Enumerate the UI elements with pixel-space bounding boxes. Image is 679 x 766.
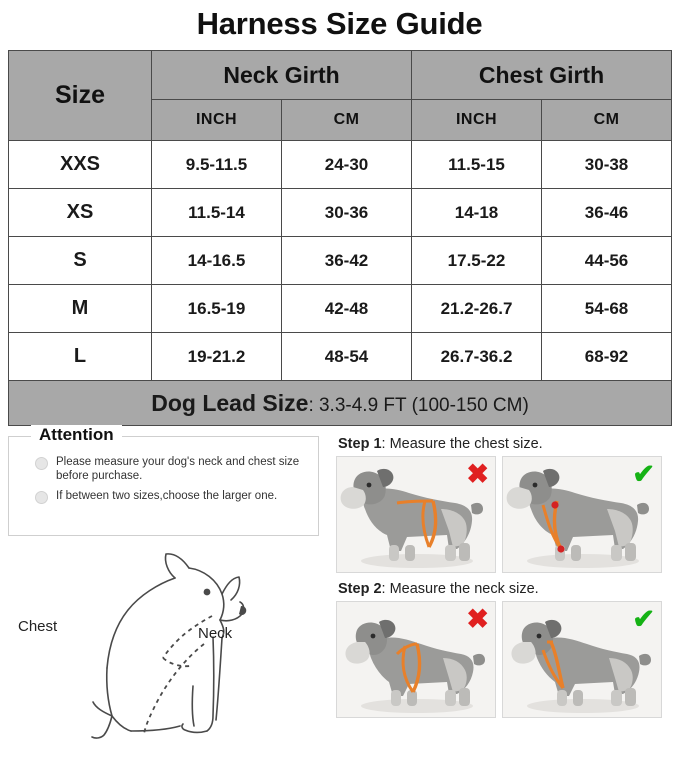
wrong-mark-icon: ✖ [466, 604, 489, 634]
row-neck-cm: 30-36 [282, 189, 412, 237]
row-chest-cm: 36-46 [542, 189, 672, 237]
row-neck-cm: 36-42 [282, 237, 412, 285]
row-chest-inch: 26.7-36.2 [412, 333, 542, 381]
attention-item-text: If between two sizes,choose the larger one. [56, 490, 278, 502]
step-2-photos [336, 601, 671, 718]
header-neck-girth: Neck Girth [152, 51, 412, 100]
step-2-label: Step 2 [338, 581, 382, 597]
attention-item-text: Please measure your dog's neck and chest size before purchase. [56, 456, 300, 482]
row-size: M [9, 285, 152, 333]
step-1-right-photo [502, 456, 662, 573]
diagram-label-chest: Chest [18, 618, 58, 635]
row-neck-inch: 16.5-19 [152, 285, 282, 333]
step-2-block [336, 581, 671, 718]
step-2-right-photo [502, 601, 662, 718]
attention-and-diagram [8, 425, 328, 756]
step-2-text: : Measure the neck size. [381, 581, 539, 597]
row-chest-cm: 54-68 [542, 285, 672, 333]
table-row [9, 333, 672, 381]
bullet-dot-icon [35, 491, 48, 504]
header-chest-inch: INCH [412, 100, 542, 141]
row-chest-inch: 21.2-26.7 [412, 285, 542, 333]
page-title: Harness Size Guide [196, 6, 483, 41]
header-neck-cm: CM [282, 100, 412, 141]
row-chest-inch: 11.5-15 [412, 141, 542, 189]
table-row [9, 285, 672, 333]
step-1-label: Step 1 [338, 436, 382, 452]
row-chest-cm: 30-38 [542, 141, 672, 189]
steps-section [336, 436, 671, 756]
header-chest-girth: Chest Girth [412, 51, 672, 100]
step-1-caption [338, 436, 671, 452]
row-chest-cm: 44-56 [542, 237, 672, 285]
table-row [9, 189, 672, 237]
header-size: Size [9, 51, 152, 141]
row-neck-inch: 14-16.5 [152, 237, 282, 285]
table-header-row-groups [9, 51, 672, 100]
attention-box [8, 425, 319, 536]
header-neck-inch: INCH [152, 100, 282, 141]
row-chest-inch: 17.5-22 [412, 237, 542, 285]
row-chest-cm: 68-92 [542, 333, 672, 381]
lead-size-value: : 3.3-4.9 FT (100-150 CM) [308, 394, 529, 416]
attention-title: Attention [31, 425, 122, 445]
diagram-label-neck: Neck [198, 625, 233, 642]
lead-size-cell [9, 381, 672, 426]
lower-section [8, 425, 671, 756]
size-table [8, 50, 672, 426]
bullet-dot-icon [35, 457, 48, 470]
step-2-caption [338, 581, 671, 597]
header-chest-cm: CM [542, 100, 672, 141]
step-1-block [336, 436, 671, 573]
table-row [9, 141, 672, 189]
step-1-wrong-photo [336, 456, 496, 573]
row-size: L [9, 333, 152, 381]
row-size: XXS [9, 141, 152, 189]
step-1-photos [336, 456, 671, 573]
row-size: S [9, 237, 152, 285]
lead-size-row [9, 381, 672, 426]
dog-outline-drawing [8, 540, 319, 750]
step-1-text: : Measure the chest size. [381, 436, 543, 452]
wrong-mark-icon: ✖ [466, 459, 489, 489]
list-item [35, 455, 308, 483]
dog-measure-diagram [8, 540, 319, 750]
row-neck-cm: 24-30 [282, 141, 412, 189]
lead-size-label: Dog Lead Size [151, 389, 309, 416]
row-neck-inch: 19-21.2 [152, 333, 282, 381]
row-chest-inch: 14-18 [412, 189, 542, 237]
list-item [35, 489, 308, 504]
row-neck-inch: 9.5-11.5 [152, 141, 282, 189]
right-mark-icon: ✔ [632, 604, 655, 634]
row-size: XS [9, 189, 152, 237]
step-2-wrong-photo [336, 601, 496, 718]
row-neck-inch: 11.5-14 [152, 189, 282, 237]
row-neck-cm: 42-48 [282, 285, 412, 333]
right-mark-icon: ✔ [632, 459, 655, 489]
row-neck-cm: 48-54 [282, 333, 412, 381]
table-row [9, 237, 672, 285]
